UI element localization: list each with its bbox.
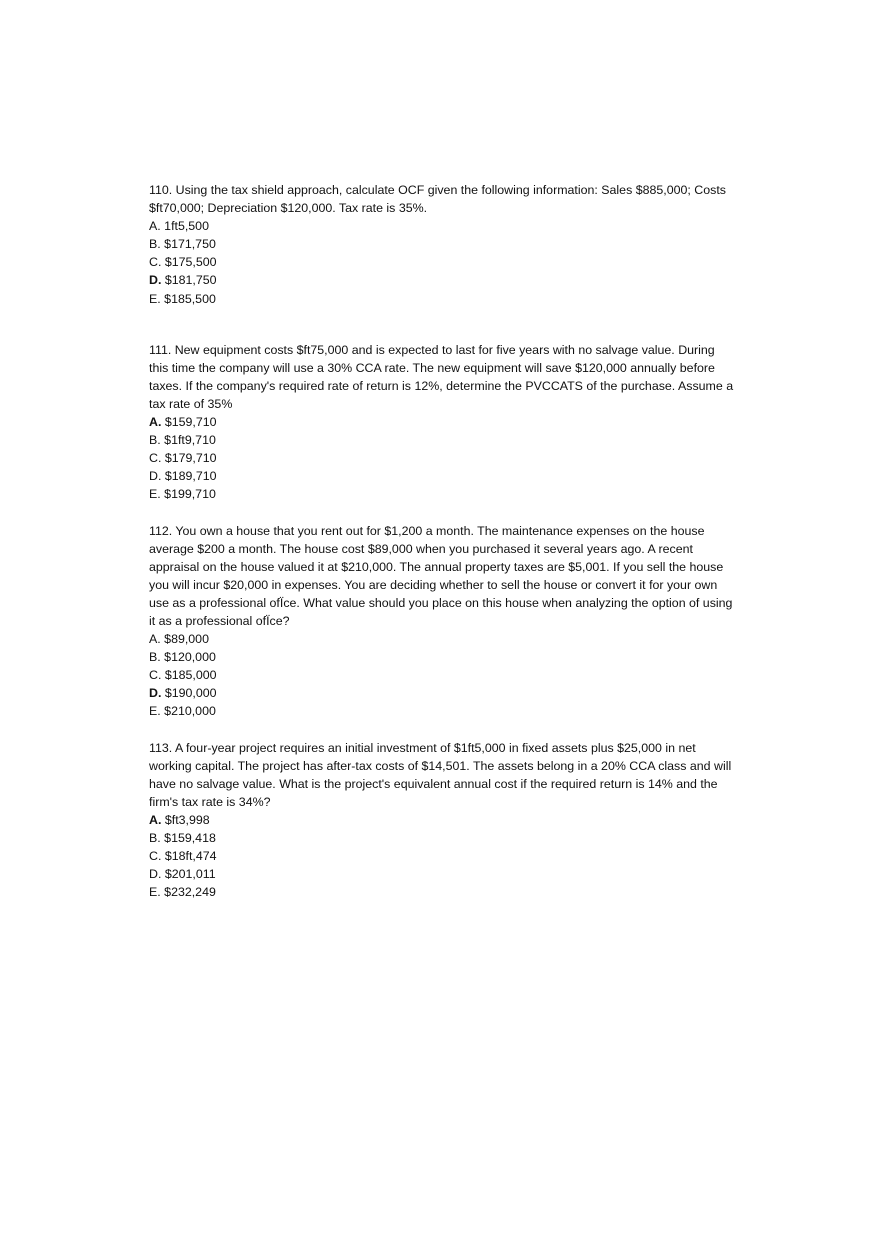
answer-option-d-correct [149, 271, 734, 289]
answer-option-a-correct [149, 811, 734, 829]
option-letter: D. [149, 469, 162, 484]
option-letter: B. [149, 433, 161, 448]
document-page [149, 181, 734, 901]
question-113 [149, 739, 734, 902]
correct-option-letter: A. [149, 415, 162, 430]
spacer [149, 308, 734, 341]
option-letter: E. [149, 885, 161, 900]
answer-option-b [149, 829, 734, 847]
answer-option-e [149, 883, 734, 901]
answer-option-c [149, 666, 734, 684]
option-value: $179,710 [164, 451, 217, 466]
question-111 [149, 341, 734, 504]
option-value: $120,000 [164, 650, 216, 665]
question-text: 110. Using the tax shield approach, calculate OCF given the following information: Sales $885,000; Costs $ft70,000; Depreciation $120,000. Tax rate is 35%. [149, 183, 726, 216]
answer-option-b [149, 648, 734, 666]
question-text: 113. A four-year project requires an initial investment of $1ft5,000 in fixed assets plus $25,000 in net working capital. The project has after-tax costs of $14,501. The assets belong in a 20% CCA class and will have no salvage value. What is the project's equivalent annual cost if the required return is 14% and the firm's tax rate is 34%? [149, 740, 732, 809]
answer-option-e [149, 290, 734, 308]
option-letter: B. [149, 831, 161, 845]
option-letter: B. [149, 237, 161, 252]
spacer [149, 721, 734, 739]
answer-option-a [149, 630, 734, 648]
correct-option-letter: D. [149, 273, 162, 288]
option-value: $159,710 [164, 415, 217, 430]
option-letter: B. [149, 650, 161, 665]
answer-option-c [149, 847, 734, 865]
option-value: $175,500 [164, 255, 217, 270]
option-value: $185,000 [164, 668, 217, 683]
option-value: $159,418 [164, 831, 216, 845]
spacer [149, 504, 734, 522]
correct-option-letter: D. [149, 686, 162, 701]
answer-option-b [149, 235, 734, 253]
option-value: $171,750 [164, 237, 216, 252]
option-value: $ft3,998 [164, 812, 210, 827]
answer-option-d [149, 865, 734, 883]
option-value: $89,000 [164, 632, 209, 647]
answer-option-e [149, 702, 734, 720]
answer-option-a-correct [149, 413, 734, 431]
answer-option-d [149, 467, 734, 485]
option-letter: C. [149, 255, 162, 270]
answer-option-a [149, 217, 734, 235]
option-value: 1ft5,500 [164, 219, 209, 234]
option-letter: C. [149, 849, 162, 864]
question-110 [149, 181, 734, 308]
option-letter: D. [149, 867, 162, 882]
option-letter: E. [149, 487, 161, 502]
answer-option-c [149, 253, 734, 271]
question-text: 111. New equipment costs $ft75,000 and is expected to last for five years with no salvage value. During this time the company will use a 30% CCA rate. The new equipment will save $120,000 annually before taxes. If the company's required rate of return is 12%, determine the PVCCATS of the purchase. Assume a tax rate of 35% [149, 342, 734, 411]
option-value: $189,710 [164, 469, 217, 484]
option-letter: C. [149, 451, 162, 466]
correct-option-letter: A. [149, 812, 162, 827]
answer-option-b [149, 431, 734, 449]
answer-option-c [149, 449, 734, 467]
option-letter: E. [149, 704, 161, 719]
option-letter: A. [149, 632, 161, 647]
option-value: $190,000 [164, 686, 217, 701]
question-112 [149, 522, 734, 721]
option-value: $199,710 [164, 487, 216, 502]
option-value: $18ft,474 [164, 849, 217, 864]
option-value: $185,500 [164, 291, 216, 306]
question-text: 112. You own a house that you rent out for $1,200 a month. The maintenance expenses on the house average $200 a month. The house cost $89,000 when you purchased it several years ago. A recent appraisal on the house valued it at $210,000. The annual property taxes are $5,001. If you sell the house you will incur $20,000 in expenses. You are deciding whether to sell the house or convert it for your own use as a professional ofÏce. What value should you place on this house when analyzing the option of using it as a professional ofÏce? [149, 523, 733, 628]
option-letter: E. [149, 291, 161, 306]
option-value: $181,750 [164, 273, 217, 288]
option-value: $201,011 [164, 867, 216, 882]
answer-option-e [149, 485, 734, 503]
option-value: $232,249 [164, 885, 216, 900]
option-letter: C. [149, 668, 162, 683]
option-value: $210,000 [164, 704, 216, 719]
answer-option-d-correct [149, 684, 734, 702]
option-value: $1ft9,710 [164, 433, 216, 448]
option-letter: A. [149, 219, 161, 234]
